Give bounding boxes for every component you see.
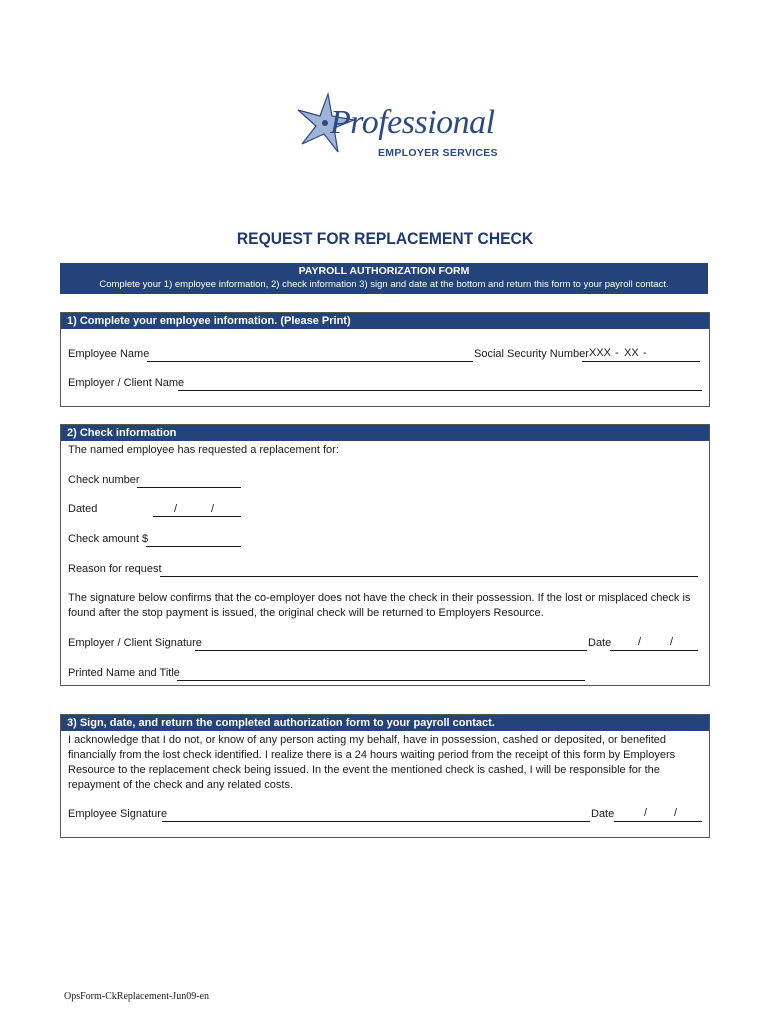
check-amount-field[interactable] (146, 546, 241, 547)
section-check-info (60, 424, 710, 686)
check-amount-label: Check amount $ (68, 533, 149, 545)
reason-label: Reason for request (68, 563, 162, 575)
check-number-field[interactable] (137, 487, 241, 488)
reason-field[interactable] (160, 576, 698, 577)
check-info-intro: The named employee has requested a replacement for: (68, 444, 339, 456)
employer-date-field[interactable] (610, 650, 698, 651)
confirmation-text: The signature below confirms that the co-employer does not have the check in their possession. If the lost or misplaced check is found after the stop payment is issued, the original check will be returned to Employers Resource. (68, 592, 691, 619)
dated-label: Dated (68, 503, 98, 515)
ssn-separator-2: - (643, 347, 647, 359)
ssn-field[interactable] (582, 361, 700, 362)
employee-name-field[interactable] (147, 361, 473, 362)
logo-wordmark: Professional (330, 104, 495, 141)
form-banner (60, 263, 708, 294)
employee-name-label: Employee Name (68, 348, 150, 360)
printed-name-label: Printed Name and Title (68, 667, 180, 679)
banner-instructions: Complete your 1) employee information, 2) check information 3) sign and date at the bottom and return this form to your payroll contact. (99, 279, 669, 290)
company-logo (290, 90, 500, 165)
employer-date-slash-2: / (670, 636, 674, 648)
employer-date-label: Date (588, 637, 612, 649)
form-code: OpsForm-CkReplacement-Jun09-en (64, 991, 209, 1002)
page-title: REQUEST FOR REPLACEMENT CHECK (236, 229, 534, 248)
ssn-part1: XXX (589, 347, 612, 359)
employee-date-slash-2: / (674, 807, 678, 819)
dated-field[interactable] (153, 516, 241, 517)
employee-signature-field[interactable] (162, 821, 590, 822)
section-2-header: 2) Check information (61, 425, 709, 441)
section-1-header: 1) Complete your employee information. (Please Print) (61, 313, 709, 329)
employer-date-slash-1: / (638, 636, 642, 648)
employee-date-slash-1: / (644, 807, 648, 819)
dated-slash-2: / (211, 503, 215, 515)
employer-signature-label: Employer / Client Signature (68, 637, 202, 649)
ssn-separator-1: - (615, 347, 619, 359)
ssn-label: Social Security Number (474, 348, 589, 360)
employee-date-label: Date (591, 808, 615, 820)
section-employee-info (60, 312, 710, 407)
banner-title: PAYROLL AUTHORIZATION FORM (298, 265, 470, 277)
acknowledgement-text: I acknowledge that I do not, or know of any person acting my behalf, have in possession, cashed or deposited, or benefited financially from the lost check identified. I realize there is a 24 hours waiting period from the receipt of this form by Employers Resource to the replacement check being issued. In the event the mentioned check is cashed, I will be responsible for the repayment of the check and any related costs. (68, 734, 676, 791)
employee-signature-label: Employee Signature (68, 808, 168, 820)
logo-subtitle: EMPLOYER SERVICES (378, 147, 498, 159)
dated-slash-1: / (174, 503, 178, 515)
employee-date-field[interactable] (614, 821, 702, 822)
check-number-label: Check number (68, 474, 140, 486)
ssn-part2: XX (624, 347, 639, 359)
employer-signature-field[interactable] (195, 650, 587, 651)
employer-name-field[interactable] (178, 390, 702, 391)
printed-name-field[interactable] (177, 680, 585, 681)
section-3-header: 3) Sign, date, and return the completed authorization form to your payroll contact. (61, 715, 709, 731)
section-sign-date (60, 714, 710, 838)
employer-name-label: Employer / Client Name (68, 377, 185, 389)
